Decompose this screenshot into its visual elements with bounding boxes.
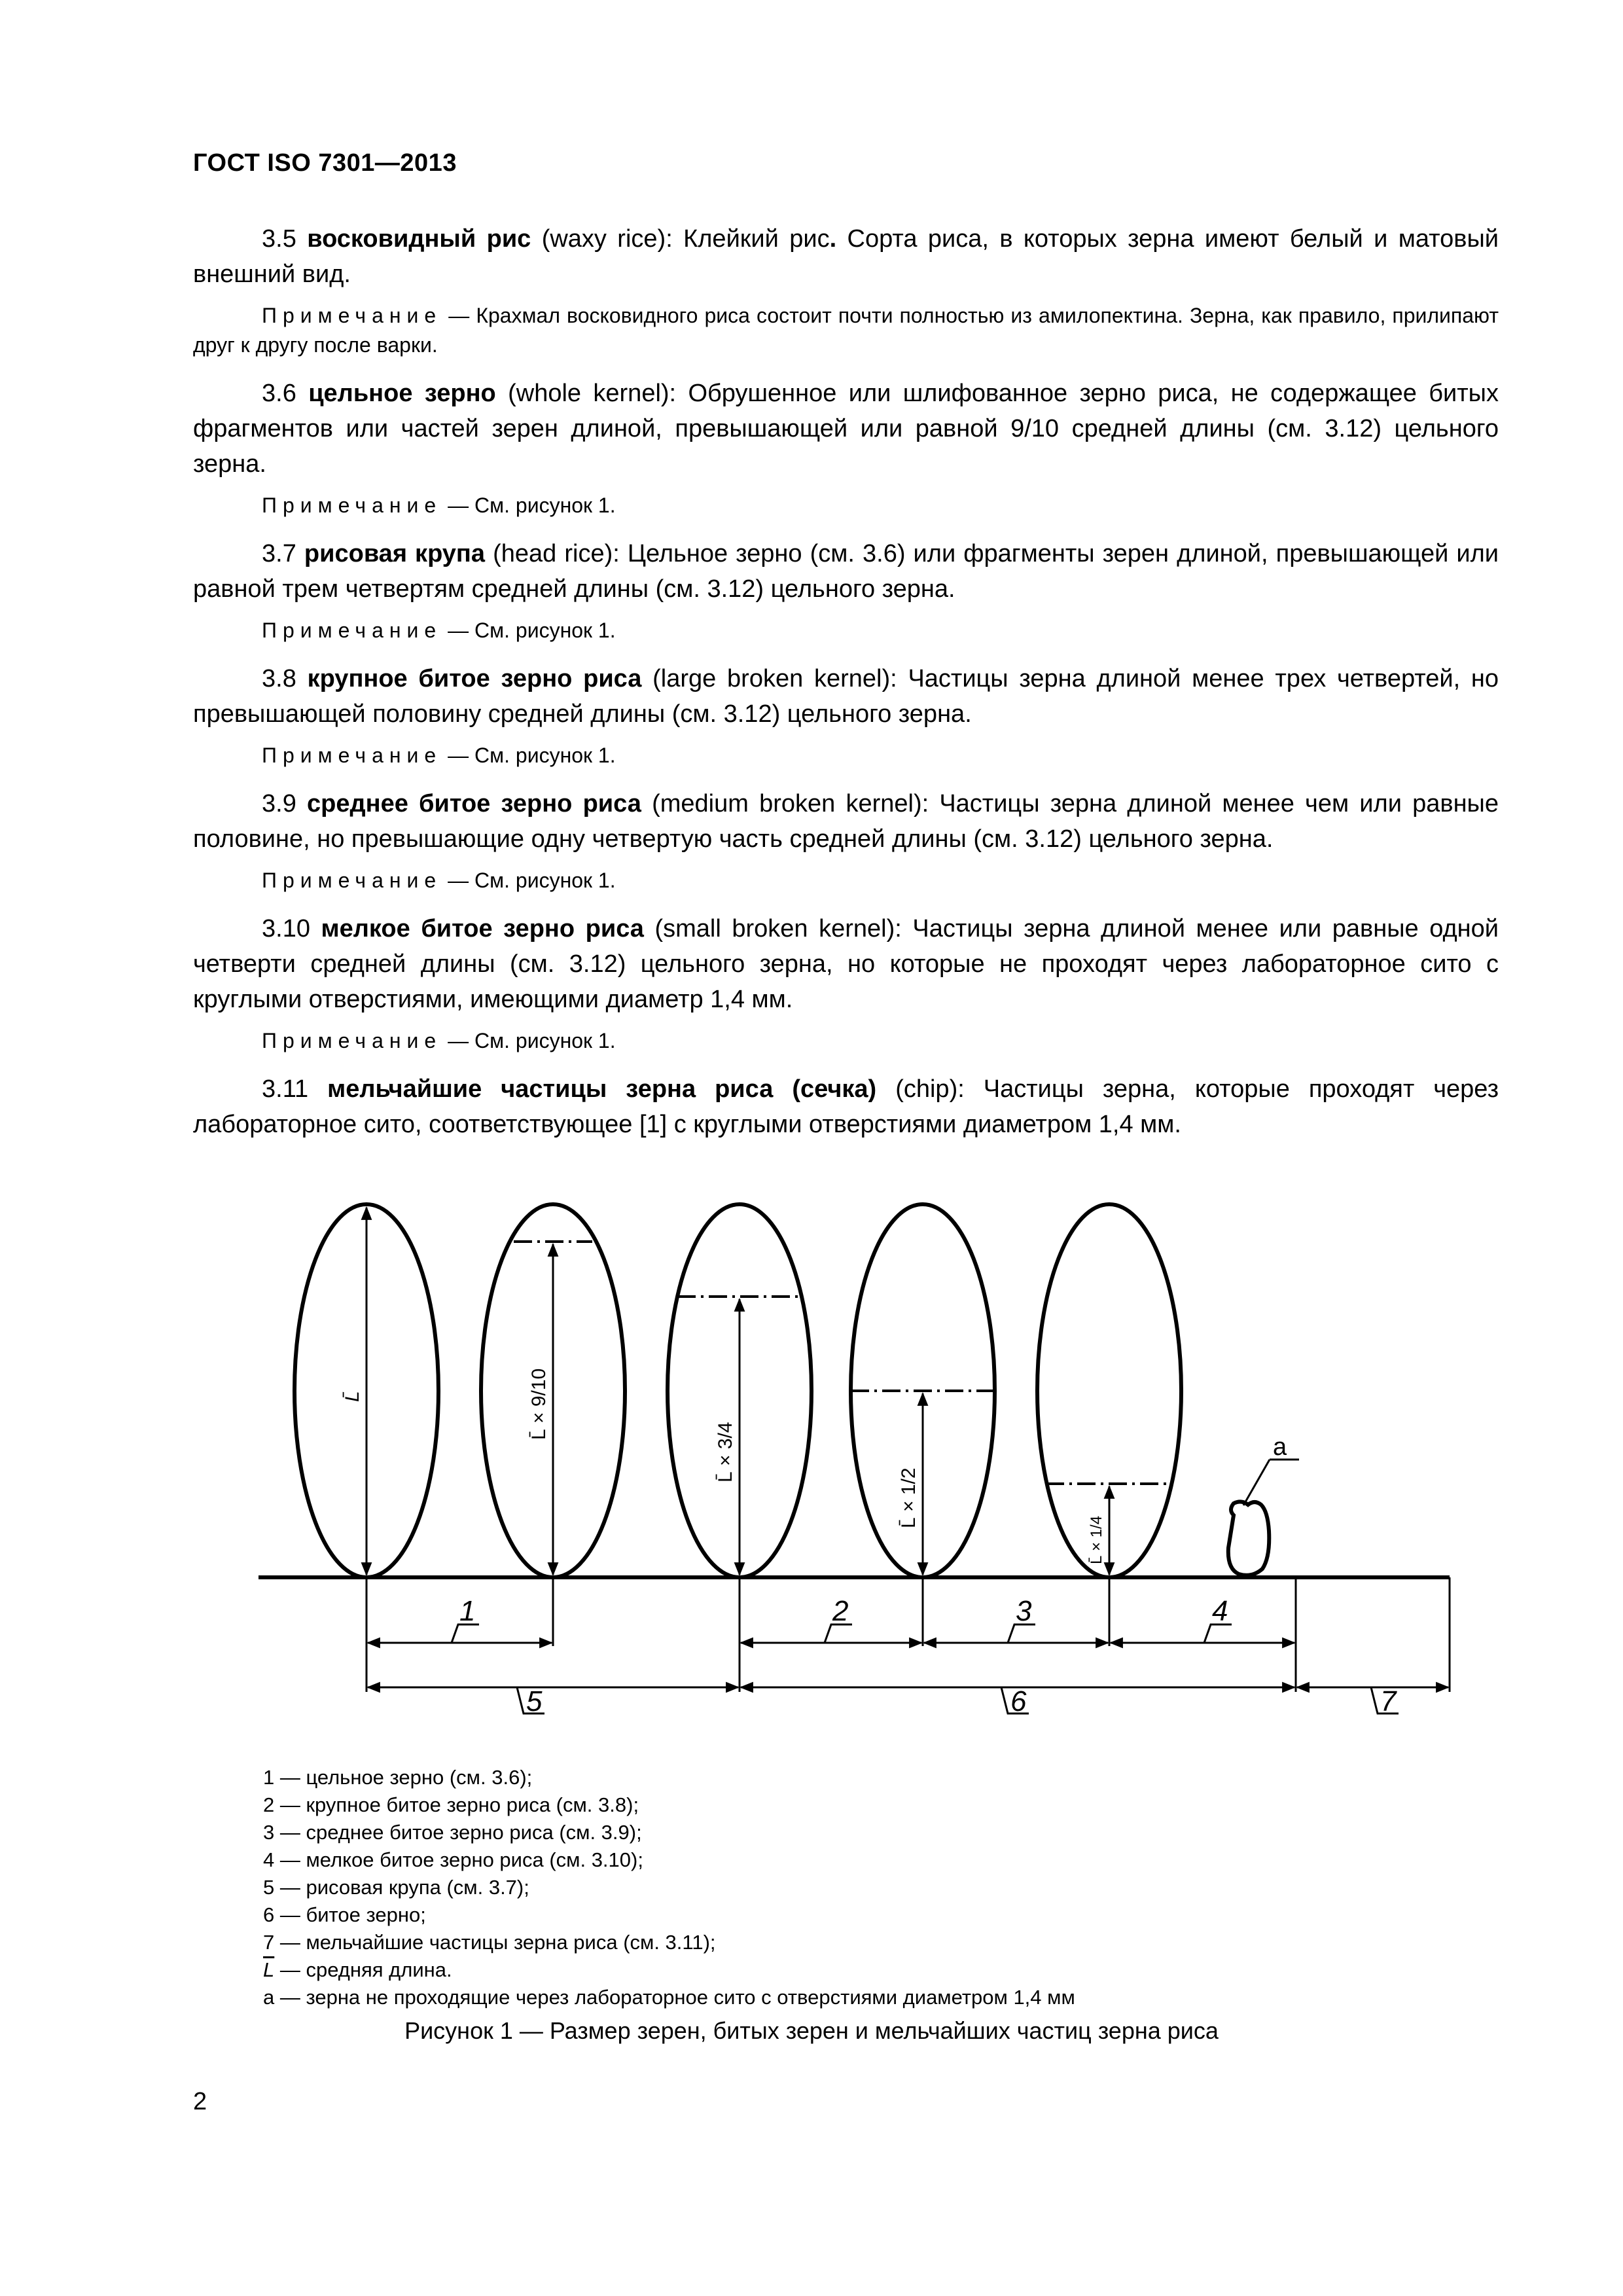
- label-9-10: L̄ × 9/10: [528, 1368, 550, 1440]
- note-text: См. рисунок 1.: [474, 744, 616, 767]
- term-english: (waxy rice):: [541, 225, 673, 253]
- definition-text: Частицы зерна длиной менее или равные одной четверти средней длины (см. 3.12) цельного зерна, но которые не проходят через лабораторное сито с круглыми отверстиями, имеющими диаметр 1,4 мм.: [193, 915, 1499, 1013]
- note-3-9: Примечание — См. рисунок 1.: [262, 869, 616, 892]
- term: цельное зерно: [308, 380, 496, 407]
- section-number: 3.11: [262, 1075, 309, 1103]
- label-3-4: L̄ × 3/4: [715, 1422, 736, 1482]
- term-english: (small broken kernel):: [654, 915, 902, 942]
- definitions-body: [193, 221, 1499, 1151]
- definition-text: Обрушенное или шлифованное зерно риса, не содержащее битых фрагментов или частей зерен длиной, превышающей или равной 9/10 средней длины (см. 3.12) цельного зерна.: [193, 380, 1499, 478]
- label-1-4: L̄ × 1/4: [1088, 1515, 1105, 1564]
- rice-grain-diagram: [249, 1158, 1466, 1748]
- callout-2: 2: [832, 1595, 849, 1627]
- note-label: Примечание: [262, 869, 442, 892]
- label-1-2: L̄ × 1/2: [898, 1467, 919, 1528]
- legend-item-2: 2 — крупное битое зерно риса (см. 3.8);: [263, 1793, 639, 1816]
- section-number: 3.8: [262, 665, 296, 692]
- callout-5: 5: [526, 1685, 543, 1717]
- note-label: Примечание: [262, 493, 442, 517]
- label-L: L̄: [342, 1391, 363, 1402]
- section-number: 3.7: [262, 540, 296, 567]
- callout-6: 6: [1010, 1685, 1027, 1717]
- section-number: 3.10: [262, 915, 310, 942]
- term: мелкое битое зерно риса: [321, 915, 644, 942]
- note-text: См. рисунок 1.: [474, 869, 616, 892]
- note-3-6: Примечание — См. рисунок 1.: [262, 493, 616, 517]
- definition-text: Цельное зерно (см. 3.6) или фрагменты зерен длиной, превышающей или равной трем четвертям средней длины (см. 3.12) цельного зерна.: [193, 540, 1499, 603]
- legend-item-L-text: — средняя длина.: [279, 1958, 452, 1981]
- definition-text: Частицы зерна, которые проходят через лабораторное сито, соответствующее [1] с круглыми отверстиями диаметром 1,4 мм.: [193, 1075, 1499, 1138]
- note-label: Примечание: [262, 619, 442, 642]
- note-3-5: Примечание — Крахмал восковидного риса состоит почти полностью из амилопектина. Зерна, как правило, прилипают друг к другу после варки.: [193, 304, 1499, 357]
- note-text: См. рисунок 1.: [474, 1029, 616, 1052]
- callout-7: 7: [1380, 1685, 1397, 1717]
- definition-3-5: [193, 221, 1499, 292]
- definition-3-11: [193, 1071, 1499, 1142]
- legend-item-3: 3 — среднее битое зерно риса (см. 3.9);: [263, 1821, 642, 1844]
- note-3-8: Примечание — См. рисунок 1.: [262, 744, 616, 767]
- annotation-label: a: [1273, 1433, 1287, 1461]
- section-number: 3.6: [262, 380, 296, 407]
- callout-leader-2: [825, 1624, 852, 1643]
- legend-item-L: [263, 1956, 1075, 1984]
- note-text: См. рисунок 1.: [474, 619, 616, 642]
- definition-3-7: [193, 536, 1499, 607]
- definition-3-10: [193, 911, 1499, 1017]
- term: мельчайшие частицы зерна риса (сечка): [327, 1075, 877, 1103]
- term: рисовая крупа: [304, 540, 486, 567]
- term-english: (whole kernel):: [508, 380, 677, 407]
- section-number: 3.5: [262, 225, 296, 253]
- note-3-7: Примечание — См. рисунок 1.: [262, 619, 616, 642]
- note-text: Крахмал восковидного риса состоит почти полностью из амилопектина. Зерна, как правило, прилипают друг к другу после варки.: [193, 304, 1499, 357]
- note-label: Примечание: [262, 744, 442, 767]
- annotation-leader: [1243, 1460, 1270, 1505]
- legend-item-1: 1 — цельное зерно (см. 3.6);: [263, 1766, 533, 1789]
- term: крупное битое зерно риса: [307, 665, 642, 692]
- definition-3-8: [193, 661, 1499, 732]
- term-synonym: Клейкий рис: [683, 225, 830, 253]
- figure-legend: [263, 1764, 1075, 2011]
- callout-1: 1: [459, 1595, 476, 1627]
- figure-1: [249, 1158, 1466, 1748]
- callout-leader-4: [1204, 1624, 1232, 1643]
- legend-item-5: 5 — рисовая крупа (см. 3.7);: [263, 1876, 529, 1899]
- callout-leader-1: [452, 1624, 479, 1643]
- definition-text: Сорта риса, в которых зерна имеют белый и матовый внешний вид.: [193, 225, 1499, 288]
- definition-text: Частицы зерна длиной менее чем или равные половине, но превышающие одну четвертую часть средней длины (см. 3.12) цельного зерна.: [193, 790, 1499, 853]
- callout-leader-3: [1008, 1624, 1035, 1643]
- note-label: Примечание: [262, 1029, 442, 1052]
- legend-item-6: 6 — битое зерно;: [263, 1903, 426, 1926]
- bold-dot: .: [829, 225, 837, 253]
- legend-item-7: 7 — мельчайшие частицы зерна риса (см. 3.11);: [263, 1931, 716, 1954]
- legend-symbol-L: $\overline{L}$: [263, 1958, 275, 1981]
- definition-3-9: [193, 786, 1499, 857]
- term: среднее битое зерно риса: [307, 790, 641, 817]
- definition-3-6: [193, 376, 1499, 482]
- legend-item-a: а — зерна не проходящие через лабораторное сито с отверстиями диаметром 1,4 мм: [263, 1986, 1075, 2009]
- page-number: 2: [193, 2088, 207, 2115]
- legend-item-4: 4 — мелкое битое зерно риса (см. 3.10);: [263, 1848, 643, 1871]
- chip-particle: [1228, 1501, 1269, 1575]
- figure-caption: Рисунок 1 — Размер зерен, битых зерен и мельчайших частиц зерна риса: [404, 2017, 1219, 2044]
- callout-4: 4: [1212, 1595, 1228, 1627]
- document-header: ГОСТ ISO 7301—2013: [193, 149, 457, 177]
- term-english: (head rice):: [493, 540, 620, 567]
- term-english: (large broken kernel):: [652, 665, 897, 692]
- callout-3: 3: [1016, 1595, 1032, 1627]
- section-number: 3.9: [262, 790, 296, 817]
- term: восковидный рис: [307, 225, 531, 253]
- term-english: (medium broken kernel):: [652, 790, 929, 817]
- definition-text: Частицы зерна длиной менее трех четвертей, но превышающей половину средней длины (см. 3.12) цельного зерна.: [193, 665, 1499, 728]
- term-english: (chip):: [895, 1075, 965, 1103]
- note-text: См. рисунок 1.: [474, 493, 616, 517]
- note-3-10: Примечание — См. рисунок 1.: [262, 1029, 616, 1052]
- note-label: Примечание: [262, 304, 442, 327]
